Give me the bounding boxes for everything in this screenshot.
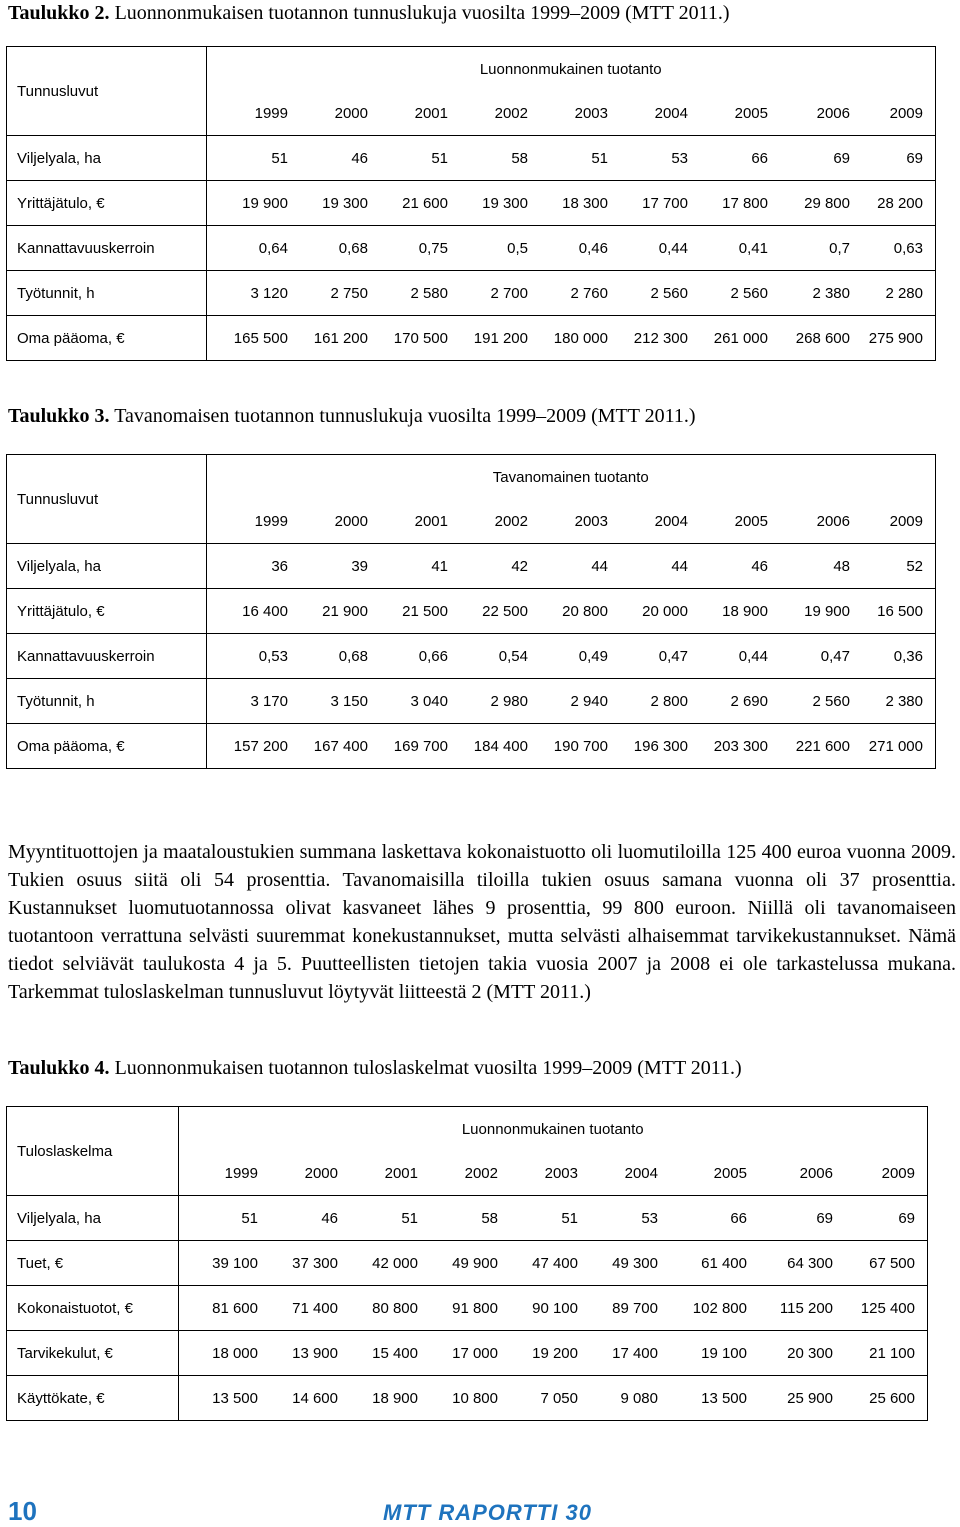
row-label: Yrittäjätulo, € [7, 589, 206, 634]
header-row [7, 455, 935, 499]
table-cell: 0,64 [206, 226, 288, 271]
table-cell: 161 200 [288, 316, 368, 361]
table-cell: 51 [178, 1196, 258, 1241]
table-row [7, 1196, 927, 1241]
table-cell: 61 400 [658, 1241, 747, 1286]
row-label: Kokonaistuotot, € [7, 1286, 178, 1331]
table-cell: 196 300 [608, 724, 688, 769]
page-number: 10 [8, 1496, 37, 1526]
group-header: Tavanomainen tuotanto [206, 455, 935, 499]
year-header: 2002 [494, 512, 528, 530]
table-row [7, 679, 935, 724]
table-row [7, 271, 935, 316]
table-row [7, 589, 935, 634]
table-cell: 44 [608, 544, 688, 589]
year-header: 2006 [816, 512, 850, 530]
year-header: 2005 [713, 1164, 747, 1182]
year-header: 2000 [304, 1164, 338, 1182]
year-header: 2002 [464, 1164, 498, 1182]
row-label: Viljelyala, ha [7, 136, 206, 181]
table-cell: 2 700 [448, 271, 528, 316]
table2-label: Taulukko 2. [8, 2, 110, 24]
row-header-label: Tunnusluvut [17, 82, 99, 100]
table-cell: 20 300 [747, 1331, 833, 1376]
table2-title: Luonnonmukaisen tuotannon tunnuslukuja vuosilta 1999–2009 (MTT 2011.) [109, 2, 730, 24]
table-cell: 51 [528, 136, 608, 181]
table-cell: 221 600 [768, 724, 850, 769]
table-cell: 51 [206, 136, 288, 181]
table-cell: 102 800 [658, 1286, 747, 1331]
year-header: 2005 [734, 512, 768, 530]
table-cell: 0,68 [288, 226, 368, 271]
table-cell: 13 900 [258, 1331, 338, 1376]
table-cell: 14 600 [258, 1376, 338, 1421]
table-cell: 18 000 [178, 1331, 258, 1376]
table-cell: 0,47 [608, 634, 688, 679]
year-header: 2000 [334, 512, 368, 530]
table-cell: 2 750 [288, 271, 368, 316]
year-header: 2004 [654, 104, 688, 122]
table-cell: 3 170 [206, 679, 288, 724]
table-cell: 0,36 [850, 634, 935, 679]
table4-label: Taulukko 4. [8, 1057, 110, 1079]
table-cell: 51 [368, 136, 448, 181]
year-header: 1999 [206, 91, 288, 136]
table-row [7, 634, 935, 679]
table-cell: 0,46 [528, 226, 608, 271]
table-cell: 53 [608, 136, 688, 181]
table-cell: 2 940 [528, 679, 608, 724]
table-cell: 0,68 [288, 634, 368, 679]
table-cell: 184 400 [448, 724, 528, 769]
row-header-label: Tunnusluvut [17, 490, 99, 508]
table-cell: 0,41 [688, 226, 768, 271]
table-cell: 9 080 [578, 1376, 658, 1421]
table-cell: 13 500 [658, 1376, 747, 1421]
table-cell: 169 700 [368, 724, 448, 769]
table4-caption [8, 1057, 742, 1080]
table-cell: 2 380 [850, 679, 935, 724]
table-cell: 0,66 [368, 634, 448, 679]
table-cell: 2 280 [850, 271, 935, 316]
table-cell: 69 [850, 136, 935, 181]
table-cell: 28 200 [850, 181, 935, 226]
table-cell: 2 580 [368, 271, 448, 316]
table-cell: 2 560 [768, 679, 850, 724]
table-cell: 17 400 [578, 1331, 658, 1376]
table-cell: 0,54 [448, 634, 528, 679]
table-cell: 21 900 [288, 589, 368, 634]
table-cell: 48 [768, 544, 850, 589]
year-header: 2004 [654, 512, 688, 530]
table-cell: 16 500 [850, 589, 935, 634]
table-cell: 58 [418, 1196, 498, 1241]
year-header: 2000 [334, 104, 368, 122]
table-cell: 2 380 [768, 271, 850, 316]
table3-caption [8, 405, 696, 428]
table-row [7, 1376, 927, 1421]
table-cell: 89 700 [578, 1286, 658, 1331]
table-cell: 90 100 [498, 1286, 578, 1331]
table-cell: 19 300 [288, 181, 368, 226]
row-label: Kannattavuuskerroin [7, 634, 206, 679]
table-cell: 0,44 [688, 634, 768, 679]
table-cell: 44 [528, 544, 608, 589]
table4-title: Luonnonmukaisen tuotannon tuloslaskelmat vuosilta 1999–2009 (MTT 2011.) [109, 1057, 742, 1079]
row-label: Kannattavuuskerroin [7, 226, 206, 271]
year-header: 2001 [414, 104, 448, 122]
table-cell: 17 800 [688, 181, 768, 226]
table-cell: 125 400 [833, 1286, 927, 1331]
table-cell: 275 900 [850, 316, 935, 361]
table-cell: 165 500 [206, 316, 288, 361]
table-cell: 16 400 [206, 589, 288, 634]
table-cell: 51 [498, 1196, 578, 1241]
table-row [7, 1286, 927, 1331]
year-header: 2001 [414, 512, 448, 530]
table-cell: 0,5 [448, 226, 528, 271]
table-cell: 25 900 [747, 1376, 833, 1421]
year-header: 2005 [734, 104, 768, 122]
year-header: 2009 [881, 1164, 915, 1182]
table-cell: 115 200 [747, 1286, 833, 1331]
row-label: Tarvikekulut, € [7, 1331, 178, 1376]
table-cell: 10 800 [418, 1376, 498, 1421]
table-cell: 15 400 [338, 1331, 418, 1376]
table3 [7, 455, 935, 768]
group-header: Luonnonmukainen tuotanto [178, 1107, 927, 1151]
table-cell: 18 900 [338, 1376, 418, 1421]
year-header: 1999 [178, 1151, 258, 1196]
table-cell: 53 [578, 1196, 658, 1241]
row-label: Yrittäjätulo, € [7, 181, 206, 226]
table-cell: 0,7 [768, 226, 850, 271]
year-header: 2003 [574, 104, 608, 122]
table4 [7, 1107, 927, 1420]
table-cell: 203 300 [688, 724, 768, 769]
table-cell: 69 [833, 1196, 927, 1241]
table-cell: 2 980 [448, 679, 528, 724]
brand-logo: MTT RAPORTTI 30 [383, 1500, 592, 1525]
table-row [7, 226, 935, 271]
table-cell: 0,75 [368, 226, 448, 271]
table3-title: Tavanomaisen tuotannon tunnuslukuja vuosilta 1999–2009 (MTT 2011.) [109, 405, 696, 427]
table-cell: 2 560 [688, 271, 768, 316]
table-cell: 191 200 [448, 316, 528, 361]
table-cell: 0,49 [528, 634, 608, 679]
row-label: Tuet, € [7, 1241, 178, 1286]
table-cell: 0,63 [850, 226, 935, 271]
table-cell: 17 700 [608, 181, 688, 226]
table-cell: 21 500 [368, 589, 448, 634]
table-cell: 51 [338, 1196, 418, 1241]
table-cell: 64 300 [747, 1241, 833, 1286]
table2-caption [8, 2, 730, 25]
table-cell: 261 000 [688, 316, 768, 361]
table-cell: 2 800 [608, 679, 688, 724]
table-row [7, 1331, 927, 1376]
table-cell: 39 [288, 544, 368, 589]
table-cell: 20 800 [528, 589, 608, 634]
table-cell: 19 900 [206, 181, 288, 226]
table-cell: 91 800 [418, 1286, 498, 1331]
table-cell: 268 600 [768, 316, 850, 361]
row-label: Käyttökate, € [7, 1376, 178, 1421]
table-cell: 3 150 [288, 679, 368, 724]
table-cell: 21 600 [368, 181, 448, 226]
table-cell: 49 900 [418, 1241, 498, 1286]
table-cell: 18 300 [528, 181, 608, 226]
table-row [7, 181, 935, 226]
table-cell: 69 [747, 1196, 833, 1241]
table-cell: 39 100 [178, 1241, 258, 1286]
table-cell: 18 900 [688, 589, 768, 634]
table-cell: 81 600 [178, 1286, 258, 1331]
table-cell: 66 [658, 1196, 747, 1241]
table-cell: 80 800 [338, 1286, 418, 1331]
table-cell: 2 760 [528, 271, 608, 316]
year-header: 2004 [624, 1164, 658, 1182]
year-header: 1999 [206, 499, 288, 544]
table-cell: 19 100 [658, 1331, 747, 1376]
table-cell: 19 300 [448, 181, 528, 226]
year-header: 2003 [544, 1164, 578, 1182]
table-cell: 67 500 [833, 1241, 927, 1286]
table-cell: 22 500 [448, 589, 528, 634]
header-row [7, 47, 935, 91]
table-cell: 0,53 [206, 634, 288, 679]
table-cell: 2 560 [608, 271, 688, 316]
table-cell: 21 100 [833, 1331, 927, 1376]
table-cell: 2 690 [688, 679, 768, 724]
table-cell: 25 600 [833, 1376, 927, 1421]
table-row [7, 724, 935, 769]
year-header: 2006 [799, 1164, 833, 1182]
table-cell: 3 040 [368, 679, 448, 724]
table-cell: 3 120 [206, 271, 288, 316]
table-row [7, 544, 935, 589]
table2 [7, 47, 935, 360]
table-cell: 212 300 [608, 316, 688, 361]
year-header: 2009 [889, 512, 923, 530]
body-paragraph: Myyntituottojen ja maataloustukien summana laskettava kokonaistuotto oli luomutiloilla 125 400 euroa vuonna 2009. Tukien osuus siitä oli 54 prosenttia. Tavanomaisilla tiloilla tukien osuus samana vuonna oli 37 prosenttia. Kustannukset luomutuotannossa olivat kasvaneet lähes 9 prosenttia, 99 800 euroon. Niillä oli tavanomaiseen tuotantoon verrattuna selvästi suuremmat konekustannukset, mutta selvästi alhaisemmat tarvikekustannukset. Nämä tiedot selviävät taulukosta 4 ja 5. Puutteellisten tietojen takia vuosia 2007 ja 2008 ei ole tarkastelussa mukana. Tarkemmat tuloslaskelman tunnusluvut löytyvät liitteestä 2 (MTT 2011.) [8, 841, 956, 1003]
table-cell: 271 000 [850, 724, 935, 769]
row-header-label: Tuloslaskelma [17, 1142, 113, 1160]
row-label: Työtunnit, h [7, 271, 206, 316]
table-cell: 46 [288, 136, 368, 181]
year-header: 2001 [384, 1164, 418, 1182]
table-cell: 47 400 [498, 1241, 578, 1286]
group-header: Luonnonmukainen tuotanto [206, 47, 935, 91]
table-cell: 42 [448, 544, 528, 589]
table3-label: Taulukko 3. [8, 405, 110, 427]
header-row [7, 1107, 927, 1151]
table-cell: 69 [768, 136, 850, 181]
table-cell: 170 500 [368, 316, 448, 361]
table-cell: 49 300 [578, 1241, 658, 1286]
table-cell: 46 [258, 1196, 338, 1241]
year-header: 2002 [494, 104, 528, 122]
table-cell: 190 700 [528, 724, 608, 769]
table-cell: 29 800 [768, 181, 850, 226]
table-cell: 71 400 [258, 1286, 338, 1331]
table-cell: 19 200 [498, 1331, 578, 1376]
table-cell: 46 [688, 544, 768, 589]
table-cell: 0,44 [608, 226, 688, 271]
row-label: Oma pääoma, € [7, 316, 206, 361]
table-cell: 41 [368, 544, 448, 589]
table-cell: 58 [448, 136, 528, 181]
row-label: Työtunnit, h [7, 679, 206, 724]
table-cell: 167 400 [288, 724, 368, 769]
table-cell: 37 300 [258, 1241, 338, 1286]
table-cell: 7 050 [498, 1376, 578, 1421]
table-cell: 0,47 [768, 634, 850, 679]
table-row [7, 316, 935, 361]
table-cell: 17 000 [418, 1331, 498, 1376]
table-row [7, 136, 935, 181]
table-cell: 36 [206, 544, 288, 589]
table-cell: 19 900 [768, 589, 850, 634]
table-cell: 180 000 [528, 316, 608, 361]
table-cell: 66 [688, 136, 768, 181]
row-label: Viljelyala, ha [7, 544, 206, 589]
table-row [7, 1241, 927, 1286]
year-header: 2006 [816, 104, 850, 122]
table-cell: 13 500 [178, 1376, 258, 1421]
year-header: 2009 [889, 104, 923, 122]
table-cell: 42 000 [338, 1241, 418, 1286]
table-cell: 52 [850, 544, 935, 589]
table-cell: 157 200 [206, 724, 288, 769]
year-header: 2003 [574, 512, 608, 530]
row-label: Viljelyala, ha [7, 1196, 178, 1241]
row-label: Oma pääoma, € [7, 724, 206, 769]
table-cell: 20 000 [608, 589, 688, 634]
